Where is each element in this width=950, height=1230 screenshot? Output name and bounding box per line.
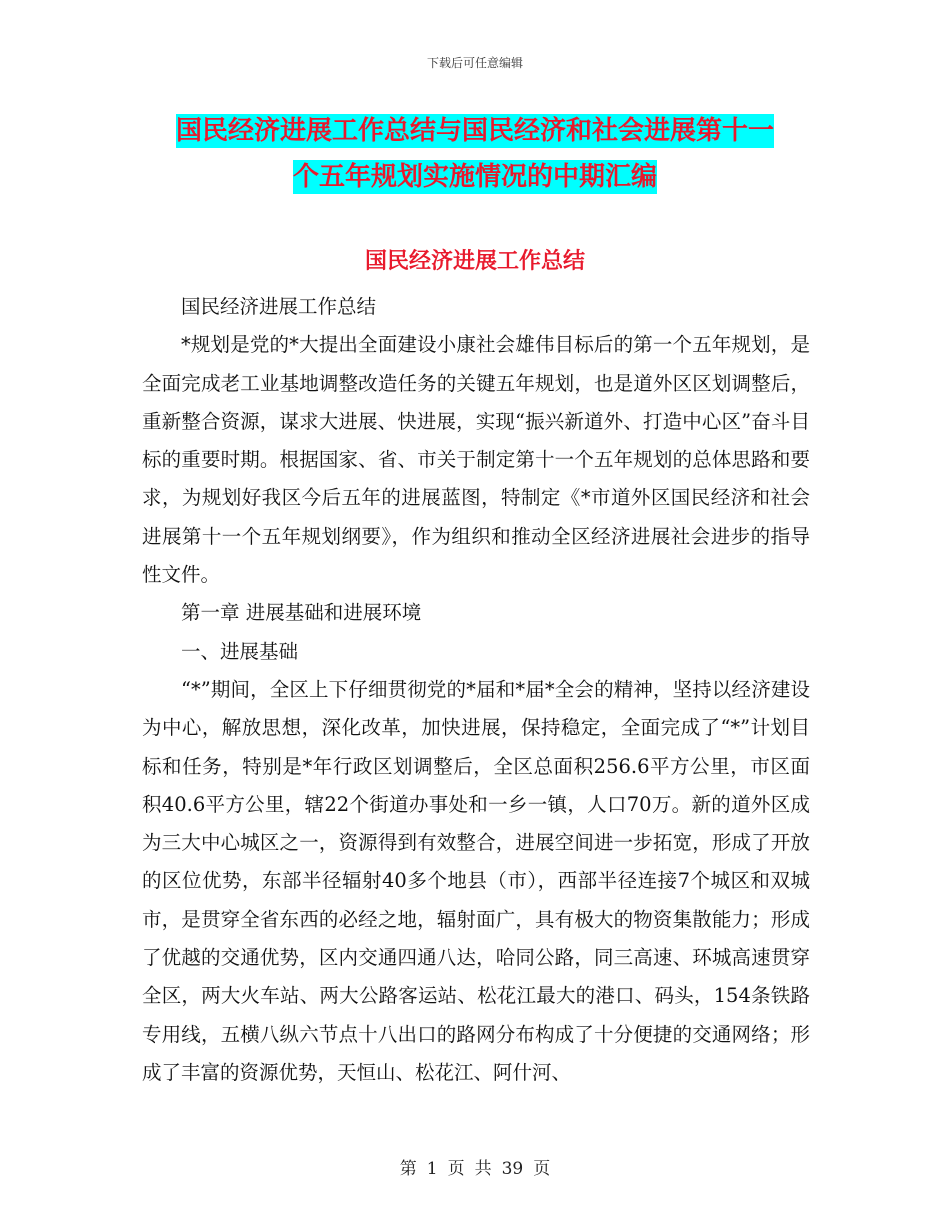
footer-page-number: 1 (426, 1159, 438, 1179)
subsection-heading: 一、进展基础 (181, 639, 299, 663)
document-title-line-2: 个五年规划实施情况的中期汇编 (292, 162, 657, 192)
footer-suffix: 页 (533, 1159, 551, 1179)
document-title (0, 108, 950, 200)
paragraph-intro: *规划是党的*大提出全面建设小康社会雄伟目标后的第一个五年规划，是全面完成老工业基地调整改造任务的关键五年规划，也是道外区区划调整后，重新整合资源，谋求大进展、快进展，实现“振兴新道外、打造中心区”奋斗目标的重要时期。根据国家、省、市关于制定第十一个五年规划的总体思路和要求，为规划好我区今后五年的进展蓝图，特制定《*市道外区国民经济和社会进展第十一个五年规划纲要》，作为组织和推动全区经济进展社会进步的指导性文件。 (142, 333, 810, 587)
document-title-line-1: 国民经济进展工作总结与国民经济和社会进展第十一 (175, 116, 774, 146)
footer-total-pages: 39 (501, 1159, 524, 1179)
paragraph-subtitle: 国民经济进展工作总结 (181, 295, 377, 318)
chapter-heading: 第一章 进展基础和进展环境 (181, 601, 422, 625)
section-title: 国民经济进展工作总结 (364, 249, 585, 274)
page-footer (0, 1154, 950, 1179)
footer-page-label: 页 (447, 1159, 465, 1179)
document-body (142, 288, 810, 1092)
page-header-note: 下载后可任意编辑 (426, 56, 523, 70)
footer-prefix: 第 (399, 1159, 417, 1179)
footer-total-prefix: 共 (474, 1159, 492, 1179)
paragraph-development-basis: “*”期间，全区上下仔细贯彻党的*届和*届*全会的精神，坚持以经济建设为中心，解放思想，深化改革，加快进展，保持稳定，全面完成了“*”计划目标和任务，特别是*年行政区划调整后，全区总面积256.6平方公里，市区面积40.6平方公里，辖22个街道办事处和一乡一镇，人口70万。新的道外区成为三大中心城区之一，资源得到有效整合，进展空间进一步拓宽，形成了开放的区位优势，东部半径辐射40多个地县（市），西部半径连接7个城区和双城市，是贯穿全省东西的必经之地，辐射面广，具有极大的物资集散能力；形成了优越的交通优势，区内交通四通八达，哈同公路，同三高速、环城高速贯穿全区，两大火车站、两大公路客运站、松花江最大的港口、码头，154条铁路专用线，五横八纵六节点十八出口的路网分布构成了十分便捷的交通网络；形成了丰富的资源优势，天恒山、松花江、阿什河、 (142, 677, 810, 1084)
